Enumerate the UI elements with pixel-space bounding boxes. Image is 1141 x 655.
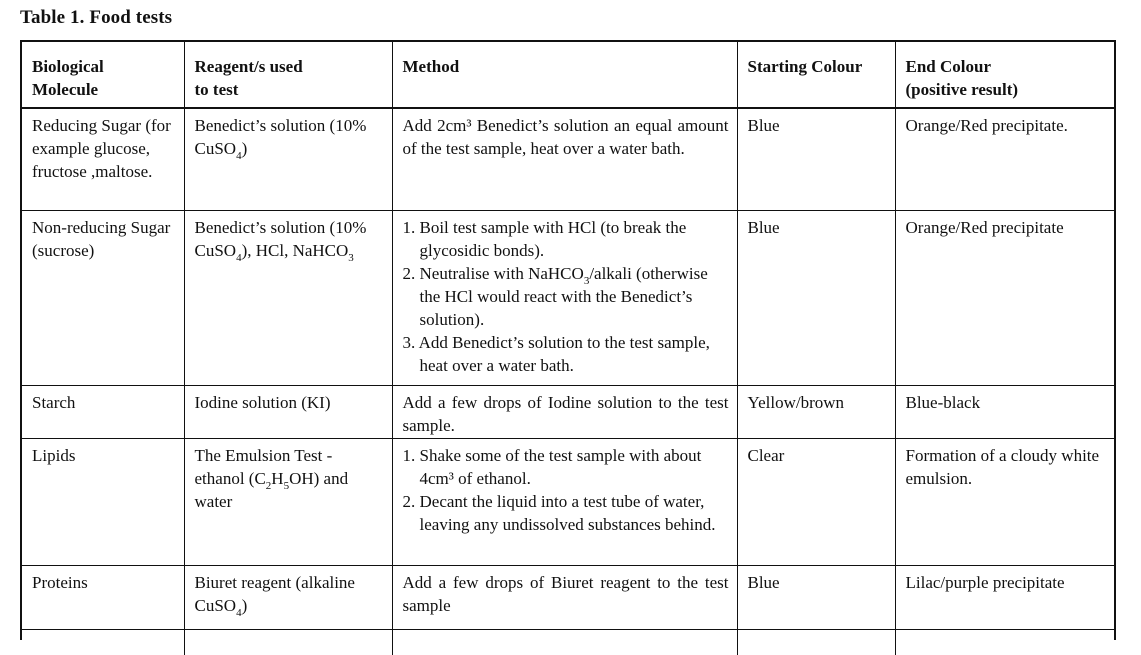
cell-molecule: Reducing Sugar (for example glucose, fructose ,maltose. bbox=[22, 108, 184, 211]
food-tests-table-frame bbox=[20, 40, 1116, 640]
cell-end-colour: Blue-black bbox=[895, 386, 1114, 439]
header-molecule: Biological Molecule bbox=[22, 42, 184, 108]
cell-end-colour: Orange/Red precipitate bbox=[895, 211, 1114, 386]
method-step: 1. Boil test sample with HCl (to break the glycosidic bonds). bbox=[403, 216, 729, 262]
cell-molecule: Starch bbox=[22, 386, 184, 439]
cell-starting-colour: Clear bbox=[737, 439, 895, 566]
cell-molecule: Non-reducing Sugar (sucrose) bbox=[22, 211, 184, 386]
cell-starting-colour: Blue bbox=[737, 211, 895, 386]
table-row-cut-off bbox=[22, 630, 1114, 655]
cell-reagent: Iodine solution (KI) bbox=[184, 386, 392, 439]
header-reagent: Reagent/s used to test bbox=[184, 42, 392, 108]
cell-reagent: Benedict’s solution (10% CuSO$_4$) bbox=[184, 108, 392, 211]
table-row bbox=[22, 211, 1114, 386]
method-steps bbox=[403, 444, 729, 536]
cell-molecule: Proteins bbox=[22, 566, 184, 630]
cell-end-colour: Orange/Red precipitate. bbox=[895, 108, 1114, 211]
cell-molecule: Lipids bbox=[22, 439, 184, 566]
header-end-colour: End Colour (positive result) bbox=[895, 42, 1114, 108]
method-step: 1. Shake some of the test sample with about 4cm³ of ethanol. bbox=[403, 444, 729, 490]
method-step: 2. Neutralise with NaHCO$_3$/alkali (otherwise the HCl would react with the Benedict’s solution). bbox=[403, 262, 729, 331]
cell-method: Add a few drops of Iodine solution to the test sample. bbox=[392, 386, 737, 439]
method-steps bbox=[403, 216, 729, 377]
table-row bbox=[22, 439, 1114, 566]
food-tests-table bbox=[22, 42, 1114, 655]
cell-method: Add a few drops of Biuret reagent to the test sample bbox=[392, 566, 737, 630]
cell-method bbox=[392, 211, 737, 386]
cell-method: Add 2cm³ Benedict’s solution an equal amount of the test sample, heat over a water bath. bbox=[392, 108, 737, 211]
cell-starting-colour: Blue bbox=[737, 108, 895, 211]
header-starting-colour: Starting Colour bbox=[737, 42, 895, 108]
table-row bbox=[22, 386, 1114, 439]
header-method: Method bbox=[392, 42, 737, 108]
cell-end-colour: Lilac/purple precipitate bbox=[895, 566, 1114, 630]
cell-starting-colour: Blue bbox=[737, 566, 895, 630]
method-step: 3. Add Benedict’s solution to the test sample, heat over a water bath. bbox=[403, 331, 729, 377]
cell-method bbox=[392, 439, 737, 566]
cell-reagent: Biuret reagent (alkaline CuSO$_4$) bbox=[184, 566, 392, 630]
table-row bbox=[22, 108, 1114, 211]
cell-end-colour: Formation of a cloudy white emulsion. bbox=[895, 439, 1114, 566]
table-row bbox=[22, 566, 1114, 630]
table-caption: Table 1. Food tests bbox=[20, 7, 172, 29]
cell-starting-colour: Yellow/brown bbox=[737, 386, 895, 439]
header-row bbox=[22, 42, 1114, 108]
cell-reagent: Benedict’s solution (10% CuSO$_4$), HCl, NaHCO$_3$ bbox=[184, 211, 392, 386]
cell-reagent: The Emulsion Test - ethanol $(C_2H_5OH)$ and water bbox=[184, 439, 392, 566]
method-step: 2. Decant the liquid into a test tube of water, leaving any undissolved substances behind. bbox=[403, 490, 729, 536]
